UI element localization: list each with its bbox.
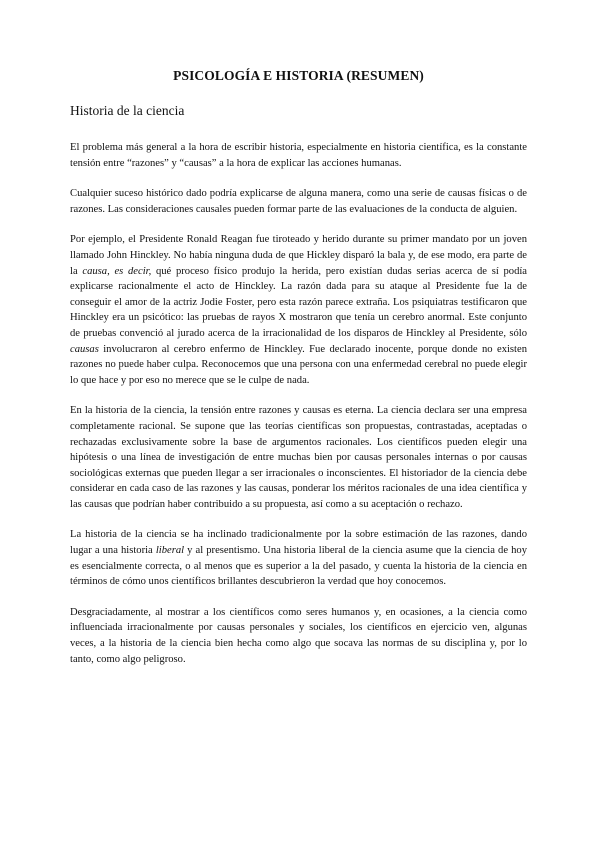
- document-title: PSICOLOGÍA E HISTORIA (RESUMEN): [173, 68, 424, 83]
- paragraph-2: Cualquier suceso histórico dado podría explicarse de alguna manera, como una serie de causas físicas o de razones. Las consideraciones causales pueden formar parte de las evaluaciones de la conducta de alguien.: [70, 188, 527, 215]
- paragraph-4: En la historia de la ciencia, la tensión entre razones y causas es eterna. La ciencia declara ser una empresa completamente racional. Se supone que las teorías científicas son propuestas, contrastadas, aceptadas o rechazadas exclusivamente sobre la base de argumentos racionales. Los científicos pueden elegir una hipótesis o una línea de investigación de entre muchas bien por causas personales internas o por causas sociológicas externas que pueden llegar a ser irracionales o inconscientes. El historiador de la ciencia debe considerar en cada caso de las razones y las causas, ponderar los méritos racionales de una idea científica y las causas que podrían haber contribuido a su propuesta, así como a su aceptación o rechazo.: [70, 405, 527, 510]
- paragraph-3-text-a: Por ejemplo, el Presidente Ronald Reagan fue tiroteado y herido durante su primer mandato por un joven llamado John Hinckley. No había ninguna duda de que Hickley disparó la bala y, de ese modo, era parte de la: [70, 234, 527, 277]
- paragraph-3-emphasis-causas: causas: [70, 343, 99, 355]
- paragraph-5-text-b: y al presentismo. Una historia liberal de la ciencia asume que la ciencia de hoy es esencialmente correcta, o al menos que es superior a la del pasado, y cuenta la historia de la ciencia en términos de cómo unos científicos brillantes descubrieron la verdad que hoy conocemos.: [70, 545, 527, 588]
- paragraph-5: [70, 527, 527, 589]
- paragraph-5-emphasis-liberal: liberal: [155, 545, 185, 557]
- paragraph-3-emphasis-causa: causa, es decir,: [82, 265, 152, 277]
- paragraph-1: El problema más general a la hora de escribir historia, especialmente en historia científica, es la constante tensión entre “razones” y “causas” a la hora de explicar las acciones humanas.: [70, 142, 527, 169]
- paragraph-6: Desgraciadamente, al mostrar a los científicos como seres humanos y, en ocasiones, a la ciencia como influenciada irracionalmente por causas personales y sociales, los científicos en ejercicio ven, algunas veces, a la historia de la ciencia bien hecha como algo que socava las normas de su disciplina y, por lo tanto, como algo peligroso.: [70, 606, 527, 665]
- paragraph-5-text-a: La historia de la ciencia se ha inclinado tradicionalmente por la sobre estimación de las razones, dando lugar a una historia: [70, 529, 527, 557]
- paragraph-3-text-b: qué proceso físico produjo la herida, pero existían dudas serias acerca de sí podía explicarse racionalmente el acto de Hinckley. La razón dada para su ataque al Presidente fue la de conseguir el amor de la actriz Jodie Foster, pero esta razón parece extraña. Los psiquiatras testificaron que Hinckley era un psicótico: las pruebas de rayos X mostraron que tenía un cerebro anormal. Este conjunto de pruebas convenció al jurado acerca de la irracionalidad de los disparos de Hinckley al Presidente, sólo: [70, 265, 528, 339]
- paragraph-3-text-c: involucraron al cerebro enfermo de Hinckley. Fue declarado inocente, porque donde no existen razones no puede haber culpa. Reconocemos que una persona con una enfermedad cerebral no puede elegir lo que hace y por eso no merece que se le culpe de nada.: [70, 343, 527, 386]
- paragraph-3: [70, 232, 527, 388]
- section-heading: Historia de la ciencia: [70, 103, 185, 118]
